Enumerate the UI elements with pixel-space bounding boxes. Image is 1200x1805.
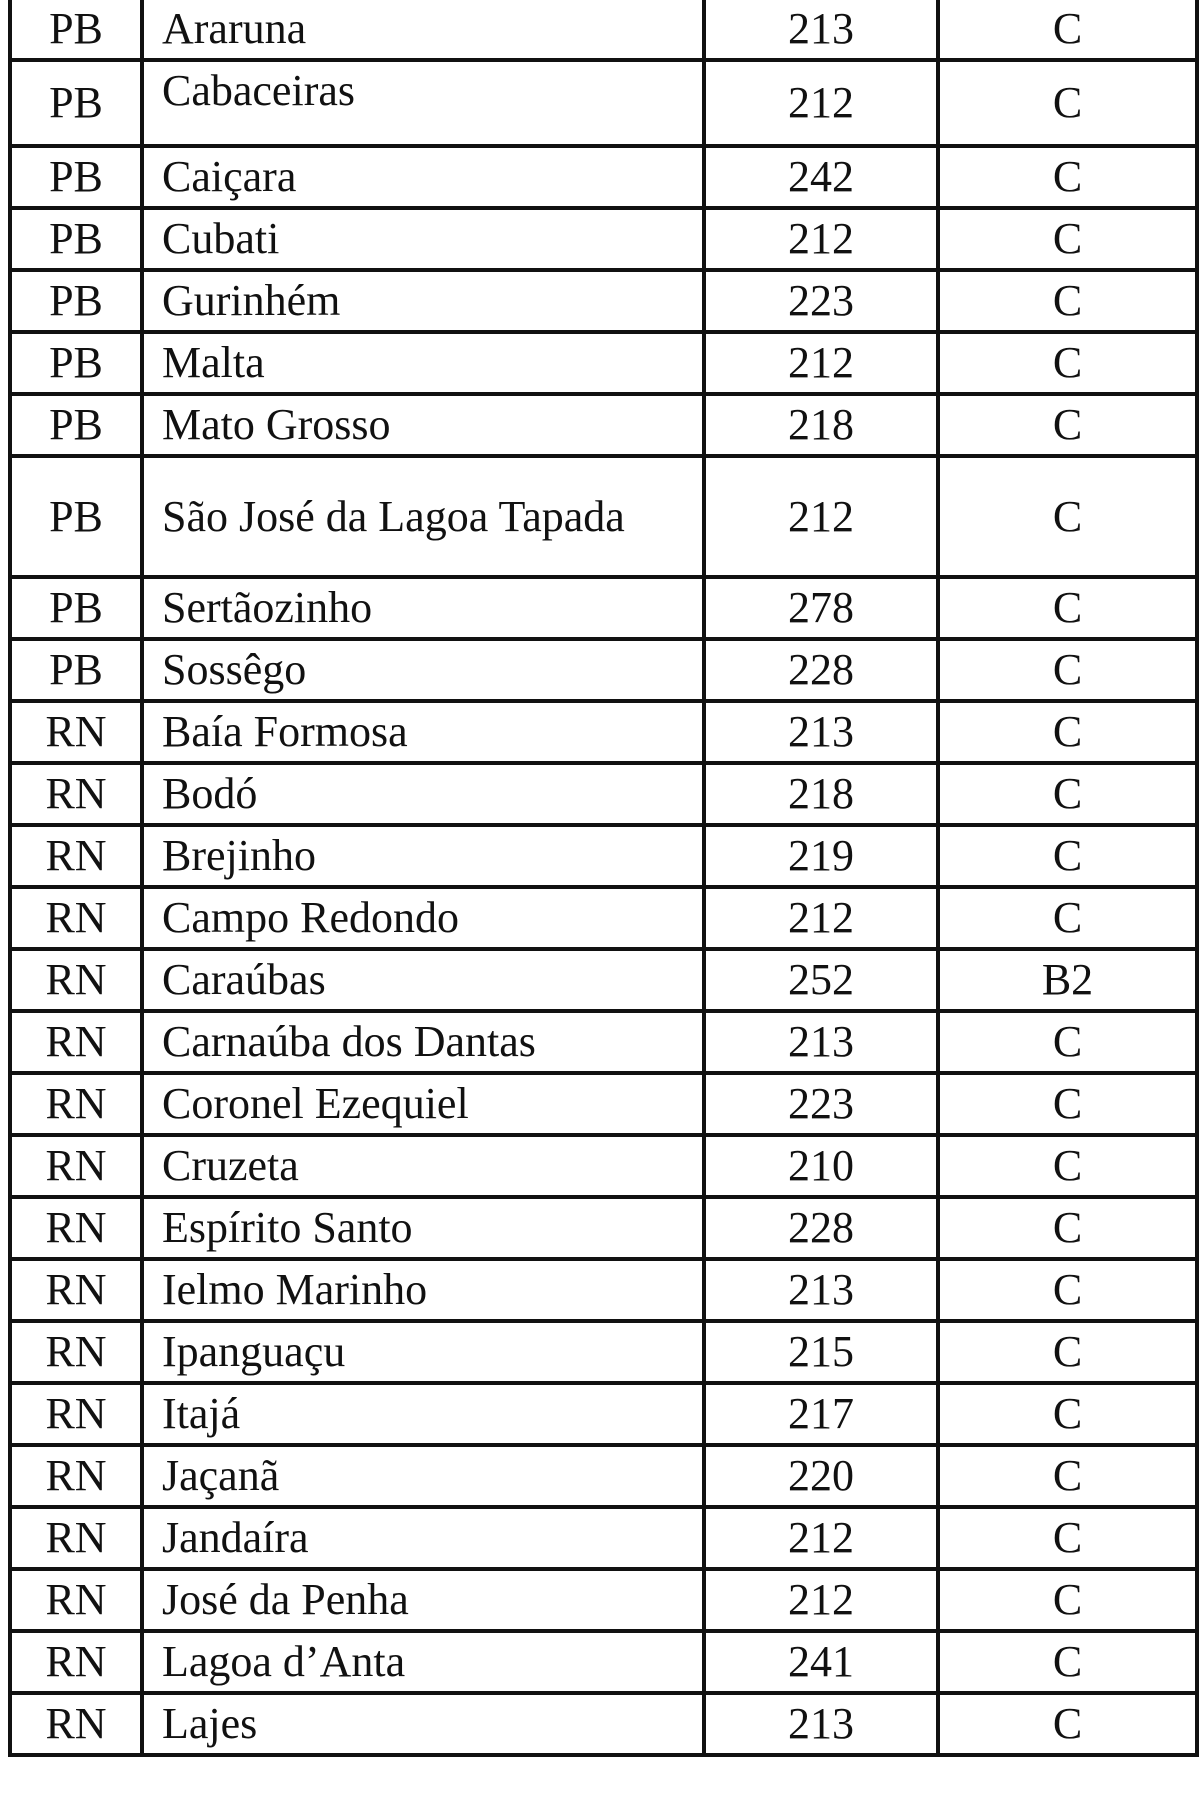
- state-cell: RN: [10, 1507, 142, 1569]
- state-cell: RN: [10, 1569, 142, 1631]
- table-row: [10, 577, 1197, 639]
- code-cell: 228: [704, 639, 938, 701]
- class-cell: C: [938, 332, 1197, 394]
- code-cell: 212: [704, 887, 938, 949]
- table-row: [10, 1569, 1197, 1631]
- table-row: [10, 208, 1197, 270]
- table-row: [10, 1383, 1197, 1445]
- municipality-cell: Carnaúba dos Dantas: [142, 1011, 704, 1073]
- class-cell: C: [938, 0, 1197, 60]
- table-row: [10, 639, 1197, 701]
- state-cell: RN: [10, 949, 142, 1011]
- municipality-cell: Lajes: [142, 1693, 704, 1755]
- table-row: [10, 1321, 1197, 1383]
- class-cell: C: [938, 1073, 1197, 1135]
- class-cell: C: [938, 208, 1197, 270]
- class-cell: C: [938, 270, 1197, 332]
- municipality-cell: Cabaceiras: [142, 60, 704, 146]
- state-cell: PB: [10, 639, 142, 701]
- municipality-cell: Campo Redondo: [142, 887, 704, 949]
- table-row: [10, 701, 1197, 763]
- code-cell: 212: [704, 456, 938, 577]
- code-cell: 210: [704, 1135, 938, 1197]
- code-cell: 242: [704, 146, 938, 208]
- municipality-cell: Caiçara: [142, 146, 704, 208]
- state-cell: RN: [10, 1445, 142, 1507]
- class-cell: C: [938, 1569, 1197, 1631]
- municipality-cell: Coronel Ezequiel: [142, 1073, 704, 1135]
- state-cell: RN: [10, 1011, 142, 1073]
- state-cell: RN: [10, 1135, 142, 1197]
- code-cell: 212: [704, 208, 938, 270]
- municipality-cell: Cruzeta: [142, 1135, 704, 1197]
- state-cell: PB: [10, 0, 142, 60]
- table-row: [10, 825, 1197, 887]
- class-cell: C: [938, 1135, 1197, 1197]
- state-cell: RN: [10, 701, 142, 763]
- table-body: [10, 0, 1197, 1755]
- code-cell: 228: [704, 1197, 938, 1259]
- class-cell: C: [938, 1197, 1197, 1259]
- state-cell: PB: [10, 394, 142, 456]
- class-cell: C: [938, 1445, 1197, 1507]
- municipality-cell: Baía Formosa: [142, 701, 704, 763]
- class-cell: C: [938, 887, 1197, 949]
- table-row: [10, 0, 1197, 60]
- table-row: [10, 332, 1197, 394]
- table-row: [10, 949, 1197, 1011]
- class-cell: C: [938, 639, 1197, 701]
- code-cell: 241: [704, 1631, 938, 1693]
- table-row: [10, 146, 1197, 208]
- state-cell: RN: [10, 1693, 142, 1755]
- table-row: [10, 1197, 1197, 1259]
- code-cell: 218: [704, 394, 938, 456]
- code-cell: 223: [704, 1073, 938, 1135]
- class-cell: C: [938, 825, 1197, 887]
- municipality-table-container: [8, 0, 1195, 1757]
- table-row: [10, 1507, 1197, 1569]
- table-row: [10, 1631, 1197, 1693]
- municipality-cell: Itajá: [142, 1383, 704, 1445]
- municipality-cell: Jandaíra: [142, 1507, 704, 1569]
- table-row: [10, 1259, 1197, 1321]
- municipality-cell: Gurinhém: [142, 270, 704, 332]
- state-cell: RN: [10, 1259, 142, 1321]
- code-cell: 213: [704, 701, 938, 763]
- code-cell: 217: [704, 1383, 938, 1445]
- code-cell: 252: [704, 949, 938, 1011]
- class-cell: C: [938, 1631, 1197, 1693]
- class-cell: C: [938, 577, 1197, 639]
- municipality-cell: Jaçanã: [142, 1445, 704, 1507]
- code-cell: 213: [704, 1259, 938, 1321]
- code-cell: 213: [704, 1011, 938, 1073]
- code-cell: 219: [704, 825, 938, 887]
- state-cell: PB: [10, 332, 142, 394]
- code-cell: 212: [704, 1569, 938, 1631]
- code-cell: 212: [704, 60, 938, 146]
- class-cell: C: [938, 1383, 1197, 1445]
- state-cell: PB: [10, 577, 142, 639]
- table-row: [10, 1011, 1197, 1073]
- class-cell: C: [938, 701, 1197, 763]
- state-cell: RN: [10, 1631, 142, 1693]
- table-row: [10, 887, 1197, 949]
- table-row: [10, 763, 1197, 825]
- state-cell: RN: [10, 1197, 142, 1259]
- state-cell: PB: [10, 456, 142, 577]
- municipality-cell: Bodó: [142, 763, 704, 825]
- class-cell: C: [938, 1259, 1197, 1321]
- state-cell: RN: [10, 825, 142, 887]
- table-row: [10, 1445, 1197, 1507]
- class-cell: C: [938, 1693, 1197, 1755]
- municipality-cell: Brejinho: [142, 825, 704, 887]
- municipality-cell: Ipanguaçu: [142, 1321, 704, 1383]
- municipality-cell: Caraúbas: [142, 949, 704, 1011]
- municipality-cell: São José da Lagoa Tapada: [142, 456, 704, 577]
- state-cell: PB: [10, 208, 142, 270]
- code-cell: 218: [704, 763, 938, 825]
- table-row: [10, 1135, 1197, 1197]
- class-cell: C: [938, 763, 1197, 825]
- municipality-cell: Cubati: [142, 208, 704, 270]
- table-row: [10, 60, 1197, 146]
- code-cell: 215: [704, 1321, 938, 1383]
- state-cell: PB: [10, 60, 142, 146]
- class-cell: C: [938, 1321, 1197, 1383]
- municipality-cell: Lagoa d’Anta: [142, 1631, 704, 1693]
- municipality-cell: Araruna: [142, 0, 704, 60]
- municipality-cell: Ielmo Marinho: [142, 1259, 704, 1321]
- code-cell: 212: [704, 332, 938, 394]
- state-cell: RN: [10, 1321, 142, 1383]
- class-cell: C: [938, 1507, 1197, 1569]
- state-cell: PB: [10, 270, 142, 332]
- municipality-cell: Espírito Santo: [142, 1197, 704, 1259]
- table-row: [10, 1073, 1197, 1135]
- code-cell: 213: [704, 1693, 938, 1755]
- municipality-cell: Sossêgo: [142, 639, 704, 701]
- table-row: [10, 456, 1197, 577]
- code-cell: 223: [704, 270, 938, 332]
- table-row: [10, 1693, 1197, 1755]
- class-cell: C: [938, 146, 1197, 208]
- class-cell: C: [938, 60, 1197, 146]
- municipality-table: [8, 0, 1199, 1757]
- state-cell: RN: [10, 1073, 142, 1135]
- state-cell: PB: [10, 146, 142, 208]
- table-row: [10, 270, 1197, 332]
- state-cell: RN: [10, 887, 142, 949]
- code-cell: 220: [704, 1445, 938, 1507]
- class-cell: C: [938, 394, 1197, 456]
- municipality-cell: José da Penha: [142, 1569, 704, 1631]
- state-cell: RN: [10, 1383, 142, 1445]
- code-cell: 212: [704, 1507, 938, 1569]
- class-cell: C: [938, 1011, 1197, 1073]
- class-cell: B2: [938, 949, 1197, 1011]
- municipality-cell: Sertãozinho: [142, 577, 704, 639]
- class-cell: C: [938, 456, 1197, 577]
- code-cell: 213: [704, 0, 938, 60]
- state-cell: RN: [10, 763, 142, 825]
- municipality-cell: Mato Grosso: [142, 394, 704, 456]
- table-row: [10, 394, 1197, 456]
- code-cell: 278: [704, 577, 938, 639]
- municipality-cell: Malta: [142, 332, 704, 394]
